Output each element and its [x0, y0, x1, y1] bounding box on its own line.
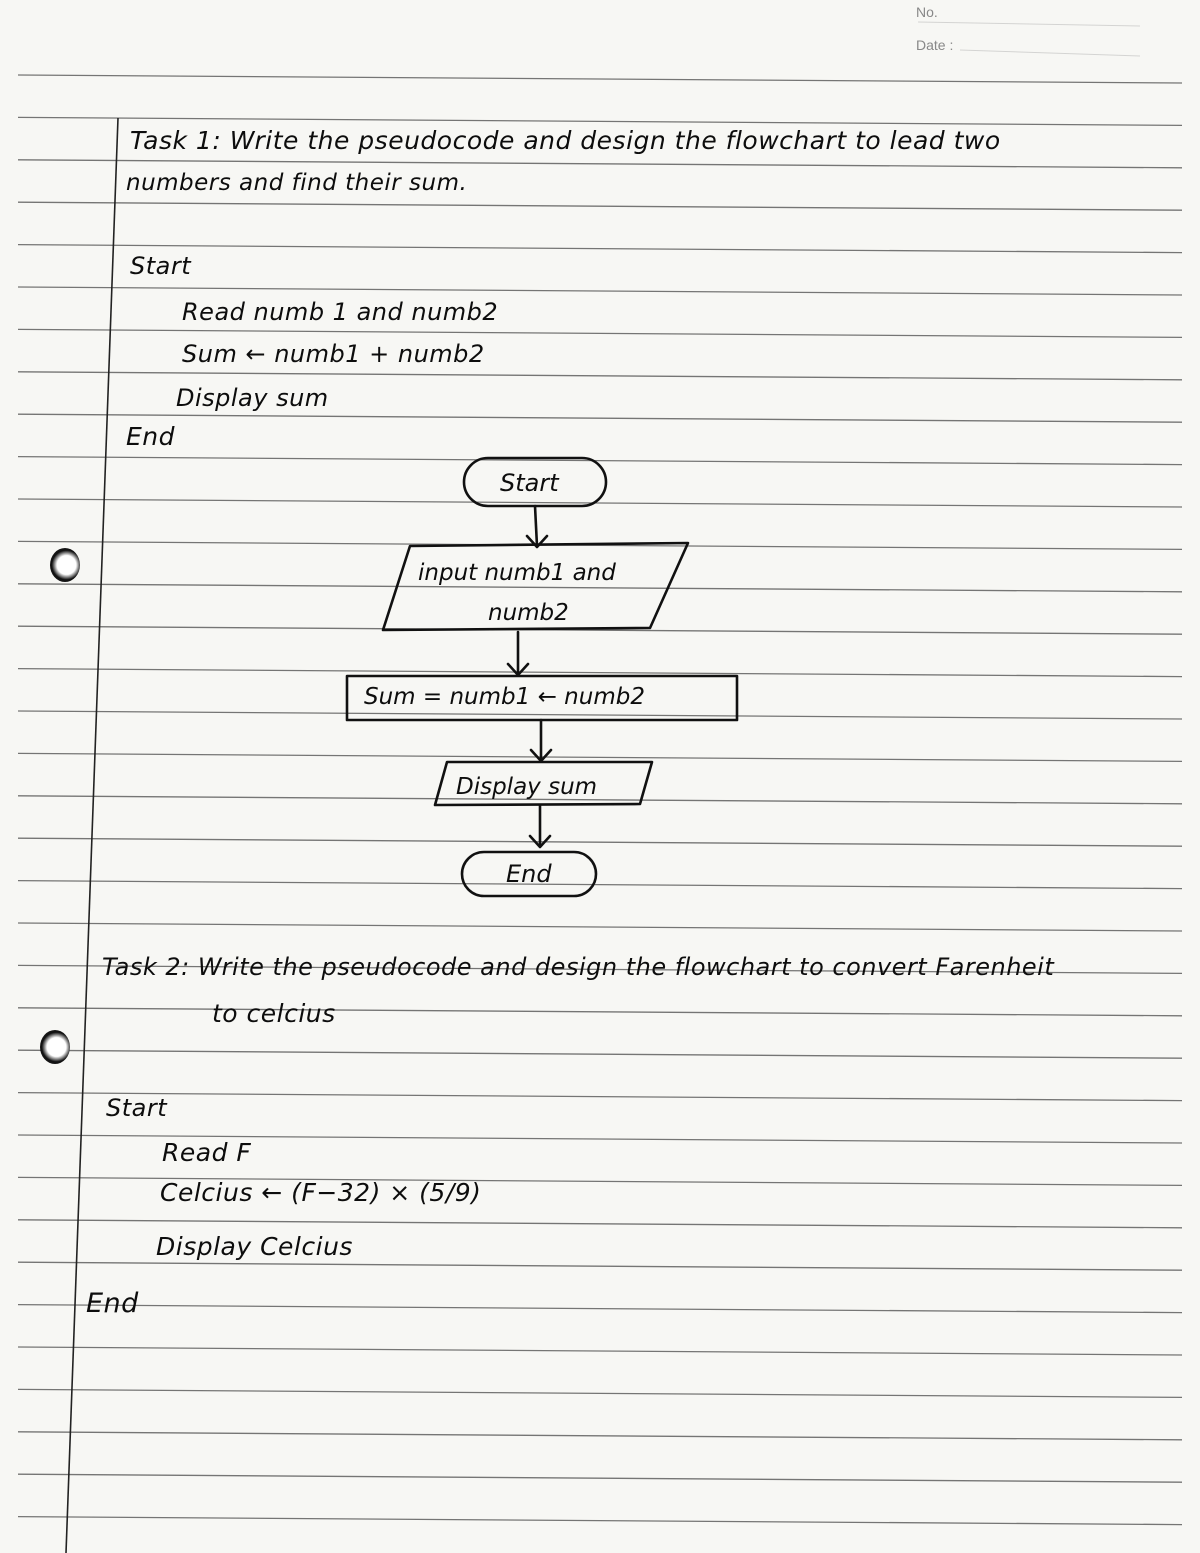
flowchart-process-label: Sum = numb1 ← numb2: [364, 684, 645, 710]
task1-pseudo-start: Start: [130, 252, 192, 280]
task1-pseudo-step: Sum ← numb1 + numb2: [182, 340, 485, 368]
task2-prompt-line2: to celcius: [212, 999, 336, 1028]
task2-pseudo-step: Read F: [162, 1138, 252, 1167]
task2-prompt-line1: Task 2: Write the pseudocode and design the flowchart to convert Farenheit: [102, 953, 1055, 981]
flowchart-arrow: [535, 506, 537, 546]
task2-pseudo-start: Start: [106, 1094, 168, 1122]
task2-pseudo-end: End: [86, 1288, 139, 1319]
task2-pseudo-step: Celcius ← (F−32) × (5/9): [160, 1178, 482, 1207]
flowchart-end-label: End: [506, 860, 552, 888]
task1-prompt-line2: numbers and find their sum.: [126, 170, 468, 196]
header-date-label: Date :: [916, 37, 954, 53]
flowchart-input-label-line1: input numb1 and: [418, 560, 616, 586]
header-no-label: No.: [916, 4, 938, 20]
task1-pseudo-step: Display sum: [176, 384, 329, 412]
task1-prompt-line1: Task 1: Write the pseudocode and design the flowchart to lead two: [130, 126, 1001, 155]
task2-pseudo-step: Display Celcius: [156, 1232, 353, 1261]
flowchart-start-label: Start: [500, 469, 559, 497]
flowchart-input-label-line2: numb2: [488, 600, 569, 626]
task1-pseudo-step: Read numb 1 and numb2: [182, 298, 499, 326]
task1-pseudo-end: End: [126, 422, 176, 451]
flowchart-output-label: Display sum: [456, 774, 598, 800]
